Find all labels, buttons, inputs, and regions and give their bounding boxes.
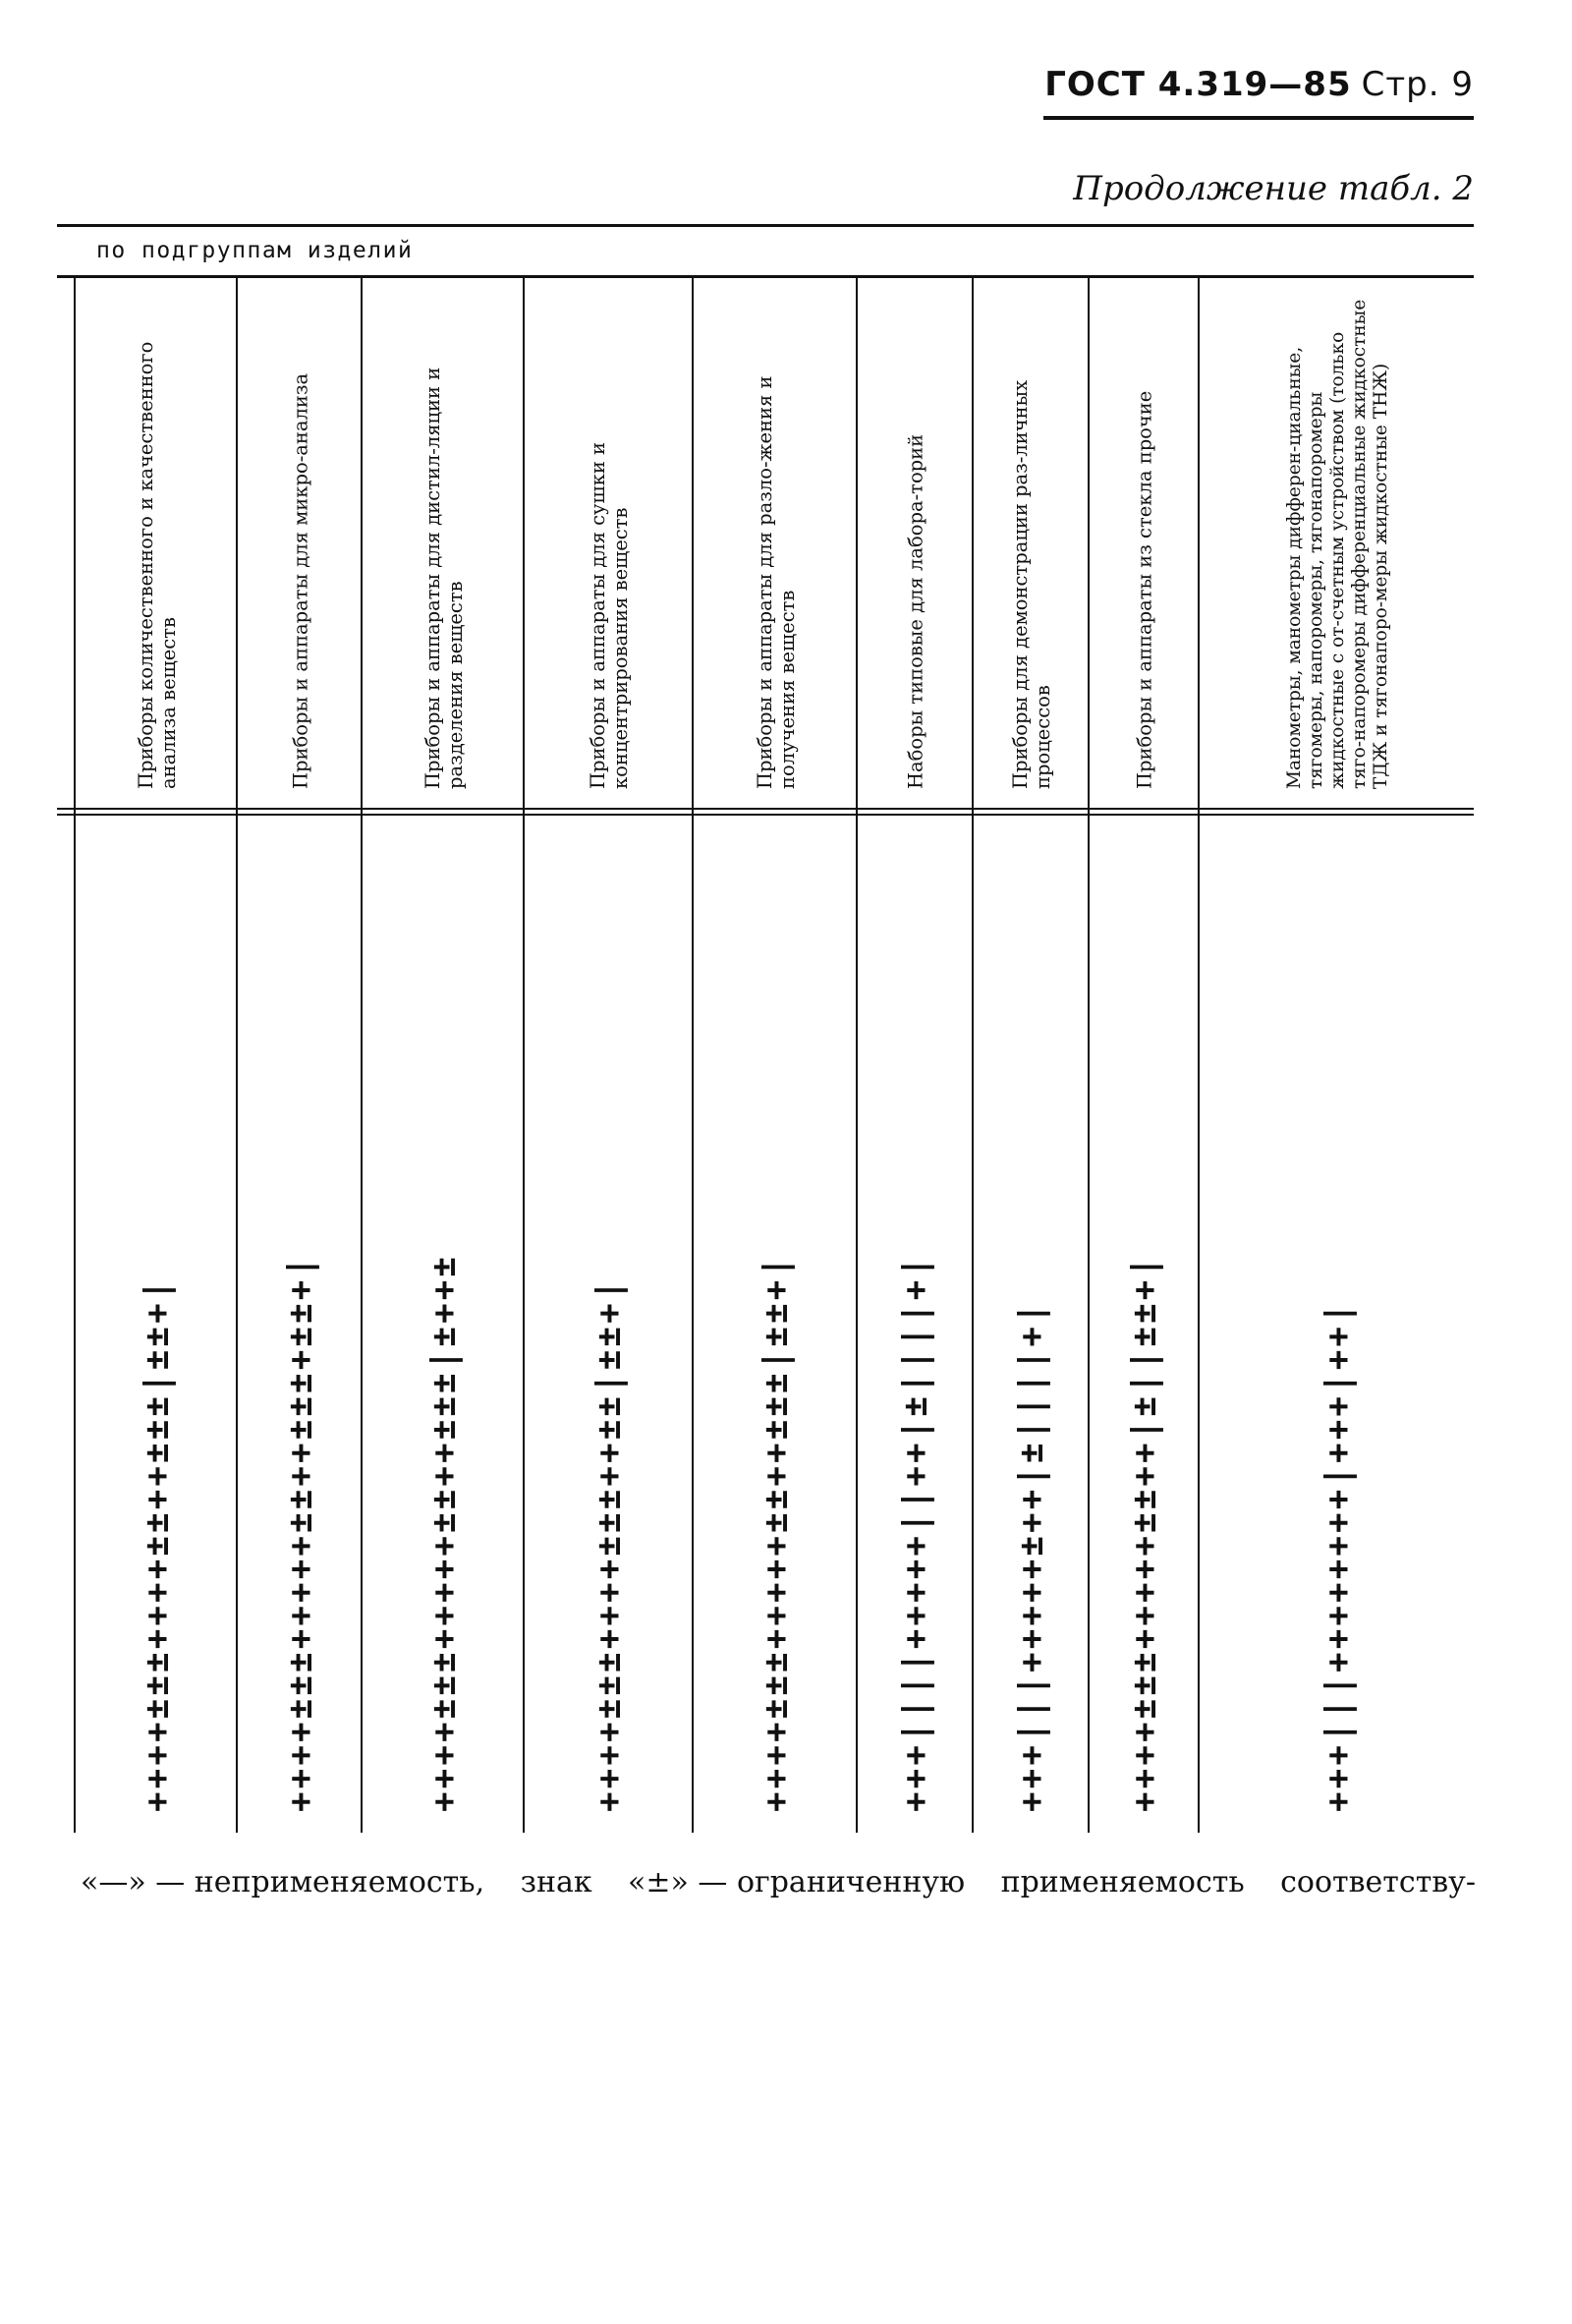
standard-number: ГОСТ 4.319—85 — [1044, 65, 1352, 104]
column-header — [76, 278, 238, 799]
column-marks — [1200, 817, 1476, 1825]
column-marks-text: ++++±±±+++++±±++±±±+±±+| — [280, 1253, 320, 1812]
column-marks-text: ++++±±±++++±±++±±±|±±+| — [137, 1276, 177, 1812]
column-header-text: Приборы и аппараты для сушки и концентрирования веществ — [587, 441, 632, 789]
column-marks-text: ++++±±±+++++±±++±±±|±++± — [423, 1253, 464, 1812]
table-column — [692, 278, 858, 1833]
column-marks — [76, 817, 238, 1825]
table-column — [361, 278, 525, 1833]
footnote-part: «—» — неприменяемость, — [81, 1865, 485, 1899]
column-marks-text: ++++±±±+++++±±++±±±|±±+| — [756, 1253, 796, 1812]
table-column — [236, 278, 363, 1833]
column-header — [1200, 278, 1476, 799]
footnote-part: знак — [520, 1865, 592, 1899]
column-marks-text: ++++±±±++++±±±++±±|±±+| — [590, 1276, 629, 1812]
table-column — [1088, 278, 1200, 1833]
column-marks-text: ++++±±±+++++±±++|±||±±+| — [1125, 1253, 1164, 1812]
column-marks-text: +++|||+++++±++|±||||+| — [1012, 1300, 1051, 1812]
page-header — [1044, 65, 1474, 104]
column-marks-text: +++||||+++++||++|±||||+| — [896, 1253, 935, 1812]
table-column — [523, 278, 694, 1833]
column-marks — [858, 817, 974, 1825]
column-header-text: Наборы типовые для лабора-торий — [904, 433, 927, 789]
column-header — [238, 278, 363, 799]
table-column — [972, 278, 1090, 1833]
column-marks — [363, 817, 525, 1825]
footnote-part: соответству- — [1280, 1865, 1476, 1899]
column-header — [1090, 278, 1200, 799]
column-header-text: Приборы и аппараты для дистил-ляции и разделения веществ — [421, 367, 467, 789]
subgroup-caption: по подгруппам изделий — [96, 238, 414, 263]
applicability-table — [74, 278, 1474, 1833]
table-column — [856, 278, 974, 1833]
table-continuation-label: Продолжение табл. 2 — [1073, 169, 1474, 208]
table-column — [1198, 278, 1476, 1833]
column-header — [694, 278, 858, 799]
column-header — [525, 278, 694, 799]
column-header — [974, 278, 1090, 799]
column-header-text: Манометры, манометры дифферен-циальные, тягомеры, напоромеры, тягонапоромеры жидкостные с от-счетным устройством (только тяго-напоромеры дифференциальные жидкостные ТДЖ и тягонапоро-меры жидкостные ТНЖ) — [1283, 299, 1391, 789]
footnote-part: применяемость — [1000, 1865, 1245, 1899]
column-header — [363, 278, 525, 799]
column-marks — [1090, 817, 1200, 1825]
header-rule — [1043, 116, 1474, 120]
table-top-rule — [57, 224, 1474, 227]
column-marks — [694, 817, 858, 1825]
column-header-text: Приборы и аппараты из стекла прочие — [1133, 390, 1156, 789]
table-column — [74, 278, 238, 1833]
column-header — [858, 278, 974, 799]
page-number: Стр. 9 — [1361, 65, 1474, 104]
column-header-text: Приборы для демонстрации раз-личных процессов — [1009, 379, 1054, 789]
footnote — [81, 1865, 1476, 1899]
column-marks — [525, 817, 694, 1825]
footnote-part: «±» — ограниченную — [628, 1865, 966, 1899]
column-marks-text: +++|||++++++++|+++|++| — [1318, 1300, 1358, 1812]
column-marks — [974, 817, 1090, 1825]
column-marks — [238, 817, 363, 1825]
column-header-text: Приборы и аппараты для микро-анализа — [289, 372, 311, 789]
column-header-text: Приборы количественного и качественного анализа веществ — [134, 341, 180, 789]
column-header-text: Приборы и аппараты для разло-жения и получения веществ — [753, 375, 799, 789]
